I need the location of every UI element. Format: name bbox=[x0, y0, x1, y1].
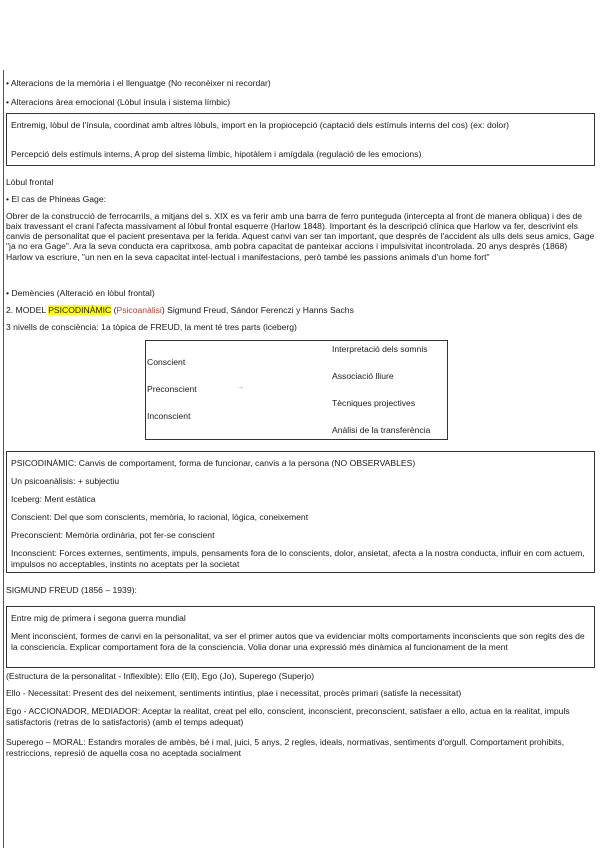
bullet-emotional: • Alteracions àrea emocional (Lòbul ínsula i sistema límbic) bbox=[6, 97, 231, 107]
iceberg-preconscient: Preconscient bbox=[147, 384, 197, 394]
technique-projective: Tècniques projectives bbox=[332, 398, 416, 408]
freud-title: SIGMUND FREUD (1856 – 1939): bbox=[6, 585, 137, 595]
superego-line: Superego – MORAL: Estandrs morales de ambès, bé i mal, juici, 5 anys, 2 regles, ideals, normativas, sentiments d'orgull. Comportament prohibits, restriccions, represió de aquella cosa no aceptada socialment bbox=[6, 737, 565, 758]
model-suffix: ) Sigmund Freud, Sándor Ferenczi y Hanns Sachs bbox=[161, 305, 354, 315]
model-line bbox=[6, 305, 596, 316]
psico-line-4: Conscient: Del que som conscients, memòria, lo racional, lògica, coneixement bbox=[11, 512, 309, 522]
structure-line: (Estructura de la personalitat - Inflexible): Ello (Ell), Ego (Jo), Superego (Superjo) bbox=[6, 671, 315, 681]
iceberg-conscient: Conscient bbox=[147, 357, 186, 367]
iceberg-box bbox=[145, 340, 448, 440]
psico-line-1: PSICODINÀMIC: Canvis de comportament, forma de funcionar, canvis a la persona (NO OBSERVABLES) bbox=[11, 458, 416, 468]
gage-bullet: • El cas de Phineas Gage: bbox=[6, 194, 106, 204]
frontal-title: Lòbul frontal bbox=[6, 177, 54, 187]
freud-box bbox=[6, 606, 595, 668]
model-paren-open: ( bbox=[111, 305, 117, 315]
ego-line: Ego - ACCIONADOR, MEDIADOR: Aceptar la realitat, creat pel ello, conscient, inconscient, preconscient, satisfaer a ello, actua en la realitat, impuls satisfactoris (retras de lo satisfactoris) (amb el temps adequat) bbox=[6, 706, 570, 727]
technique-dreams: Interpretació dels somnis bbox=[332, 344, 428, 354]
technique-association: Associació lliure bbox=[332, 371, 394, 381]
model-red: Psicoanàlisi bbox=[116, 305, 162, 315]
freud-line-1: Entre mig de primera i segona guerra mundial bbox=[11, 613, 186, 623]
ello-line: Ello - Necessitat: Present des del neixement, sentiments intintius, plae i necessitat, procès primari (satisfe la necessitat) bbox=[6, 688, 462, 698]
psico-line-2: Un psicoanàlisis: + subjectiu bbox=[11, 476, 120, 486]
insula-box bbox=[6, 113, 595, 166]
model-highlight: PSICODINÀMIC bbox=[48, 305, 112, 315]
psicodinamic-box bbox=[6, 451, 595, 573]
levels-line: 3 nivells de consciència: 1a tòpica de FREUD, la ment té tres parts (iceberg) bbox=[6, 322, 297, 332]
left-margin-rule bbox=[3, 70, 4, 848]
insula-text-1: Entremig, lòbul de l'ínsula, coordinat amb altres lòbuls, import en la propiocepció (captació dels estímuls interns del cos) (ex: dolor) bbox=[11, 120, 509, 130]
insula-text-2: Percepció dels estímuls interns, A prop del sistema límbic, hipotàlem i amígdala (regulació de les emocions) bbox=[11, 149, 422, 159]
freud-line-2: Ment inconscient, formes de canvi en la personalitat, va ser el primer autos que va evidenciar molts comportaments inconscients que son regits des de la consciencia. Explicar comportament fora de la consciencia. Volia donar una expressió més dinàmica al funcionament de la ment bbox=[11, 631, 585, 652]
dementia-bullet: • Demències (Alteració en lòbul frontal) bbox=[6, 288, 155, 298]
psico-line-3: Iceberg: Ment estàtica bbox=[11, 494, 96, 504]
psico-line-5: Preconscient: Memòria ordinària, pot fer-se conscient bbox=[11, 530, 215, 540]
bullet-memory: • Alteracions de la memòria i el llenguatge (No reconèixer ni recordar) bbox=[6, 78, 271, 88]
iceberg-inconscient: Inconscient bbox=[147, 411, 191, 421]
arrow-icon: → bbox=[237, 384, 244, 391]
gage-text: Obrer de la construcció de ferrocarrils, a mitjans del s. XIX es va ferir amb una barra de ferro punteguda (intercepta al front de manera obliqua) i des de baix travessant el crani l'afecta massivament al lòbul frontal esquerre (Harlow 1848). Important és la descripció clínica que Harlow va fer, descrivint els canvis de personalitat que el pacient presentava per la ferida. Aquest canvi van ser tan important, que després de l'accident als ulls dels seus amics, Gage "ja no era Gage". Ara la seva conducta era capritxosa, amb pobra capacitat de panteixar accions i impulsivitat incontrolada. 20 anys després (1868) Harlow va escriure, "un nen en la seva capacitat intel·lectual i manifestacions, però també les passions animals d'un home fort" bbox=[6, 211, 595, 262]
technique-transference: Anàlisi de la transferència bbox=[332, 425, 431, 435]
psico-line-6: Inconscient: Forces externes, sentiments, impuls, pensaments fora de lo conscients, dolor, ansietat, afecta a la nostra conducta, influir en com actuem, impulsos no acceptables, instints no aceptats per la societat bbox=[11, 548, 585, 569]
model-prefix: 2. MODEL bbox=[6, 305, 49, 315]
